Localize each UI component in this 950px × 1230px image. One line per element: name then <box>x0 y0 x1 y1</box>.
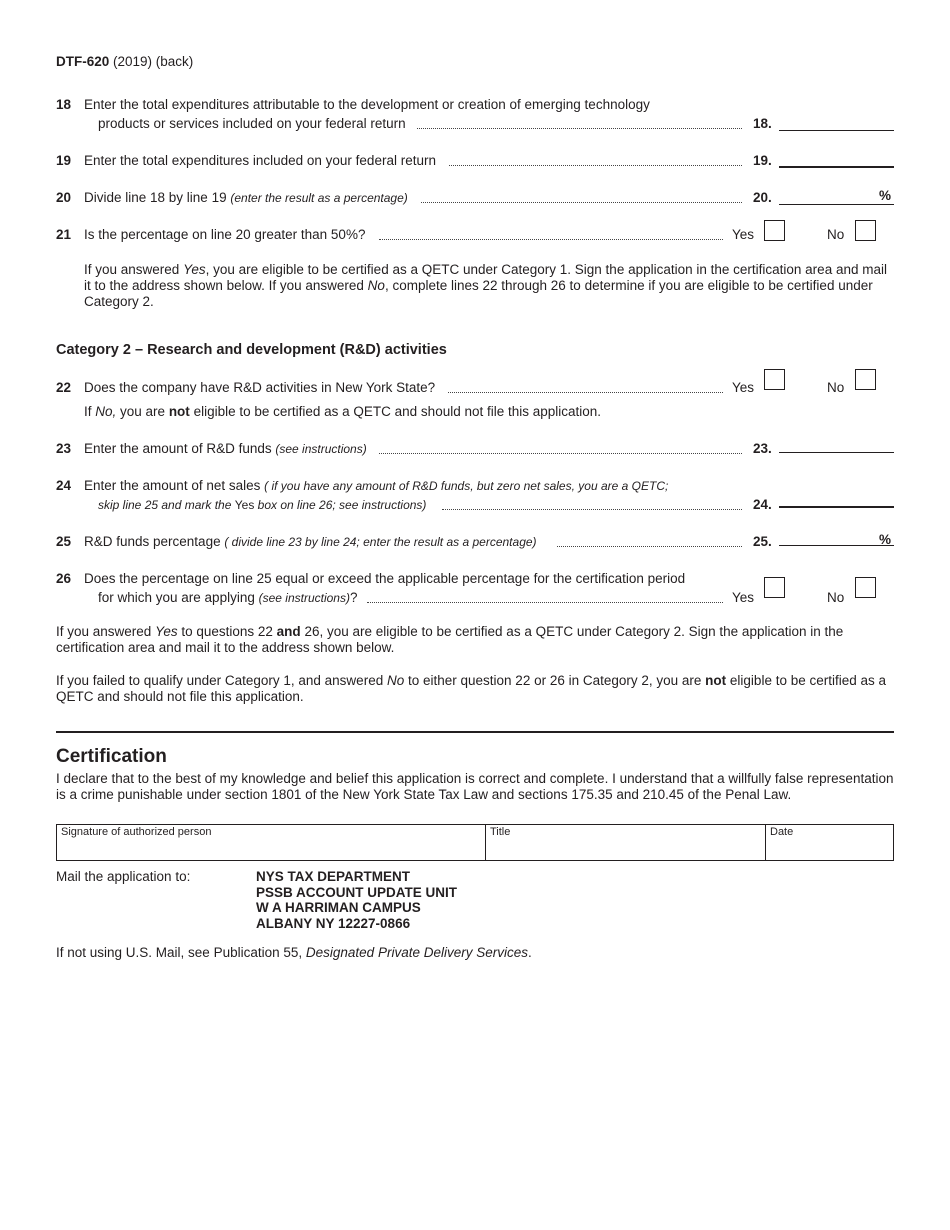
line-20-text: Divide line 18 by line 19 (enter the result as a percentage) <box>84 190 408 205</box>
line-21-yes-label: Yes <box>732 227 755 242</box>
line-22-number: 22 <box>56 380 72 395</box>
line-18-ref: 18. <box>753 116 772 131</box>
line-26-yes-label: Yes <box>732 590 755 605</box>
line-22-note: If No, you are not eligible to be certified as a QETC and should not file this application. <box>84 404 602 419</box>
line-23-ref: 23. <box>753 441 772 456</box>
line-21-no-label: No <box>827 227 845 242</box>
leader-dots <box>367 602 723 603</box>
line-18-amount-field[interactable] <box>779 130 894 131</box>
line-24-text-cont: skip line 25 and mark the Yes box on line 26; see instructions) <box>98 498 427 512</box>
section-divider <box>56 731 894 733</box>
line-18-number: 18 <box>56 97 72 112</box>
line-24-number: 24 <box>56 478 72 493</box>
form-year: (2019) (back) <box>109 54 194 69</box>
percent-sign: % <box>879 188 892 203</box>
date-field[interactable] <box>765 825 893 860</box>
line-25-ref: 25. <box>753 534 772 549</box>
line-22-no-checkbox[interactable] <box>855 369 876 390</box>
line-26-no-label: No <box>827 590 845 605</box>
mail-label: Mail the application to: <box>56 869 191 884</box>
line-26-no-checkbox[interactable] <box>855 577 876 598</box>
line-25-text: R&D funds percentage ( divide line 23 by line 24; enter the result as a percentage) <box>84 534 537 549</box>
mail-address-line: W A HARRIMAN CAMPUS <box>256 900 421 915</box>
category-2-instruction: If you answered Yes to questions 22 and 26, you are eligible to be certified as a QETC under Category 2. Sign the application in the certification area and mail it to the address shown below. <box>56 624 844 655</box>
date-label: Date <box>770 826 794 838</box>
form-id: DTF-620 <box>56 54 110 69</box>
line-26-number: 26 <box>56 571 72 586</box>
leader-dots <box>379 239 723 240</box>
line-21-no-checkbox[interactable] <box>855 220 876 241</box>
line-24-text: Enter the amount of net sales ( if you have any amount of R&D funds, but zero net sales, you are a QETC; <box>84 478 669 493</box>
line-21-text: Is the percentage on line 20 greater than 50%? <box>84 227 366 242</box>
signature-table <box>56 824 894 861</box>
leader-dots <box>379 453 742 454</box>
line-22-no-label: No <box>827 380 845 395</box>
line-26-text-cont: for which you are applying (see instructions)? <box>98 590 358 605</box>
line-22-yes-label: Yes <box>732 380 755 395</box>
line-24-amount-field[interactable] <box>779 506 894 508</box>
category-1-instruction: If you answered Yes, you are eligible to be certified as a QETC under Category 1. Sign the application in the certification area and mail it to the address shown below. If you answered No, complete lines 22 through 26 to determine if you are eligible to be certified under Category 2. <box>84 262 887 309</box>
leader-dots <box>421 202 742 203</box>
leader-dots <box>417 128 742 129</box>
line-24-ref: 24. <box>753 497 772 512</box>
line-22-text: Does the company have R&D activities in New York State? <box>84 380 436 395</box>
line-19-text: Enter the total expenditures included on your federal return <box>84 153 436 168</box>
title-label: Title <box>490 826 511 838</box>
signature-label: Signature of authorized person <box>61 826 212 838</box>
certification-declaration: I declare that to the best of my knowledge and belief this application is correct and complete. I understand that a willfully false representation is a crime punishable under section 1801 of the New York State Tax Law and sections 175.35 and 210.45 of the Penal Law. <box>56 771 894 802</box>
line-21-number: 21 <box>56 227 72 242</box>
line-19-ref: 19. <box>753 153 772 168</box>
line-25-percent-field[interactable] <box>779 545 894 546</box>
leader-dots <box>448 392 723 393</box>
line-26-text: Does the percentage on line 25 equal or exceed the applicable percentage for the certification period <box>84 571 686 586</box>
signature-field[interactable] <box>57 825 485 860</box>
line-20-percent-field[interactable] <box>779 204 894 205</box>
line-26-yes-checkbox[interactable] <box>764 577 785 598</box>
leader-dots <box>449 165 742 166</box>
leader-dots <box>442 509 742 510</box>
line-25-number: 25 <box>56 534 72 549</box>
line-23-number: 23 <box>56 441 72 456</box>
mail-address-line: NYS TAX DEPARTMENT <box>256 869 411 884</box>
leader-dots <box>557 546 742 547</box>
title-field[interactable] <box>485 825 765 860</box>
line-18-text-cont: products or services included on your federal return <box>98 116 406 131</box>
line-23-text: Enter the amount of R&D funds (see instructions) <box>84 441 367 456</box>
line-21-yes-checkbox[interactable] <box>764 220 785 241</box>
mail-address-line: PSSB ACCOUNT UPDATE UNIT <box>256 884 458 900</box>
publication-title: Designated Private Delivery Services <box>305 945 528 960</box>
line-23-amount-field[interactable] <box>779 452 894 453</box>
line-20-ref: 20. <box>753 190 772 205</box>
delivery-note: If not using U.S. Mail, see Publication 55, Designated Private Delivery Services. <box>56 945 532 960</box>
mail-address-line: ALBANY NY 12227-0866 <box>256 915 411 931</box>
certification-title: Certification <box>56 746 167 767</box>
mail-address <box>256 869 457 931</box>
line-18-text: Enter the total expenditures attributable to the development or creation of emerging technology <box>84 97 650 112</box>
line-19-amount-field[interactable] <box>779 166 894 168</box>
line-22-yes-checkbox[interactable] <box>764 369 785 390</box>
line-20-number: 20 <box>56 190 72 205</box>
line-19-number: 19 <box>56 153 72 168</box>
category-2-heading: Category 2 – Research and development (R&D) activities <box>56 342 447 358</box>
percent-sign: % <box>879 532 892 547</box>
not-eligible-instruction: If you failed to qualify under Category 1, and answered No to either question 22 or 26 in Category 2, you are not eligible to be certified as a QETC and should not file this application. <box>56 673 887 704</box>
form-header <box>56 54 193 69</box>
